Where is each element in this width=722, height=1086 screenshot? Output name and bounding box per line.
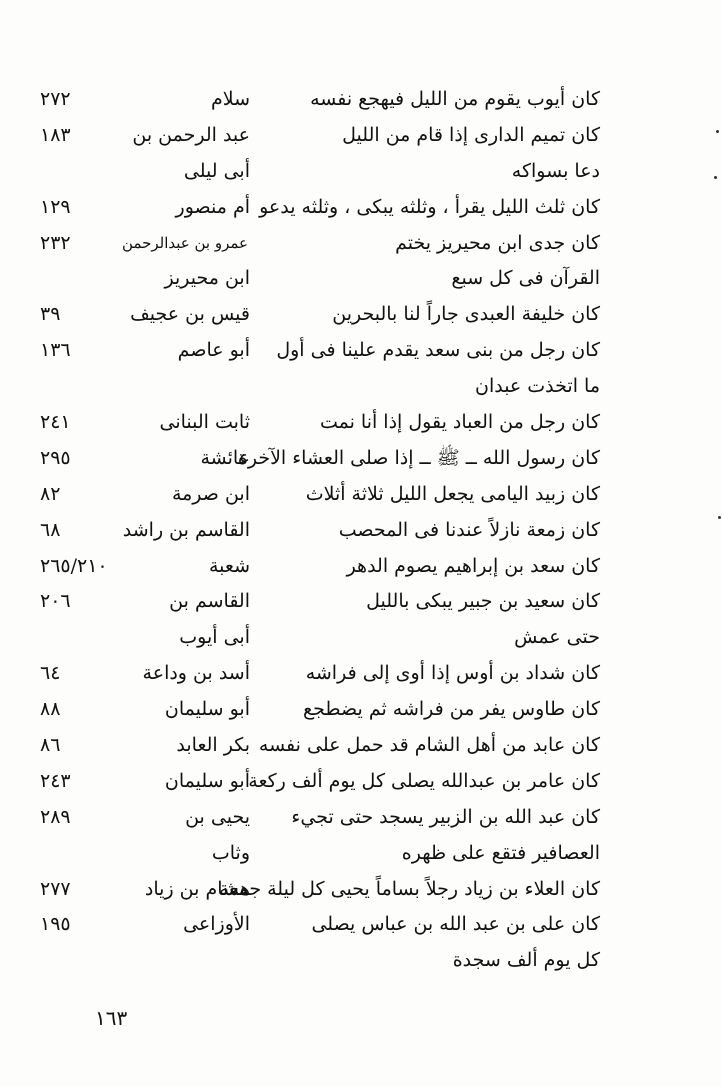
narrator-name: الأوزاعى bbox=[183, 913, 250, 936]
entry-text: كان سعيد بن جبير يبكى بالليل bbox=[366, 590, 600, 613]
page-reference: ٢٠٦ bbox=[40, 590, 71, 613]
page-reference: ٨٦ bbox=[40, 734, 61, 757]
page-reference: ٦٨ bbox=[40, 518, 61, 541]
entry-text: كان شداد بن أوس إذا أوى إلى فراشه bbox=[305, 662, 600, 685]
page-reference: ١٨٣ bbox=[40, 123, 71, 146]
scan-speck bbox=[716, 130, 719, 133]
entry-text: كل يوم ألف سجدة bbox=[452, 949, 600, 972]
narrator-name: قيس بن عجيف bbox=[130, 303, 250, 326]
entry-text: كان أيوب يقوم من الليل فيهجع نفسه bbox=[310, 88, 600, 110]
entry-text: كان تميم الدارى إذا قام من الليل bbox=[342, 123, 600, 146]
entry-text: كان عامر بن عبدالله يصلى كل يوم ألف ركعة bbox=[248, 769, 600, 792]
entry-text: كان العلاء بن زياد رجلاً بساماً يحيى كل ليلة جمعة bbox=[218, 877, 600, 900]
narrator-name: وثاب bbox=[211, 841, 250, 864]
entry-text: كان جدى ابن محيريز يختم bbox=[395, 231, 600, 254]
index-row bbox=[40, 226, 600, 262]
index-row bbox=[40, 584, 600, 620]
index-row bbox=[40, 620, 600, 656]
narrator-name: أبى ليلى bbox=[183, 159, 250, 182]
entry-text: كان عبد الله بن الزبير يسجد حتى تجيء bbox=[291, 805, 600, 828]
narrator-name: سلام bbox=[210, 88, 250, 110]
narrator-name: أم منصور bbox=[175, 195, 250, 218]
page-reference: ٢٧٢ bbox=[40, 88, 71, 110]
page-reference: ٢٣٢ bbox=[40, 231, 71, 254]
index-row bbox=[40, 441, 600, 477]
entry-text: كان عابد من أهل الشام قد حمل على نفسه bbox=[258, 734, 600, 757]
narrator-name: القاسم بن bbox=[169, 590, 250, 613]
entry-text: كان على بن عبد الله بن عباس يصلى bbox=[311, 913, 600, 936]
index-row bbox=[40, 800, 600, 836]
entry-text: دعا بسواكه bbox=[511, 159, 600, 182]
index-row bbox=[40, 656, 600, 692]
entry-text: كان زمعة نازلاً عندنا فى المحصب bbox=[338, 518, 600, 541]
entry-text: كان خليفة العبدى جاراً لنا بالبحرين bbox=[332, 303, 600, 326]
narrator-name: أبى أيوب bbox=[179, 626, 250, 649]
page-number: ١٦٣ bbox=[95, 1006, 128, 1030]
narrator-name: هشام بن زياد bbox=[144, 877, 250, 900]
entry-text: كان رسول الله ــ ﷺ ــ إذا صلى العشاء الآخرة bbox=[237, 446, 600, 469]
index-row bbox=[40, 190, 600, 226]
index-row bbox=[40, 118, 600, 154]
narrator-name: أبو سليمان bbox=[164, 769, 250, 792]
index-row bbox=[40, 261, 600, 297]
scan-speck bbox=[718, 516, 721, 519]
index-table bbox=[40, 82, 600, 979]
narrator-name: يحيى بن bbox=[185, 805, 250, 828]
entry-text: كان ثلث الليل يقرأ ، وثلثه يبكى ، وثلثه يدعو bbox=[259, 195, 600, 218]
narrator-name: ابن صرمة bbox=[171, 482, 250, 505]
narrator-name: القاسم بن راشد bbox=[122, 518, 250, 541]
entry-text: ما اتخذت عبدان bbox=[474, 375, 600, 398]
entry-text: العصافير فتقع على ظهره bbox=[401, 841, 600, 864]
page-reference: ١٩٥ bbox=[40, 913, 71, 936]
page-reference: ٨٨ bbox=[40, 698, 61, 721]
narrator-name: بكر العابد bbox=[176, 734, 250, 757]
index-row bbox=[40, 728, 600, 764]
narrator-name: شعبة bbox=[208, 554, 250, 577]
entry-text: حتى عمش bbox=[514, 626, 600, 649]
entry-text: كان رجل من العباد يقول إذا أنا نمت bbox=[319, 411, 600, 434]
scan-speck bbox=[714, 176, 717, 179]
index-row bbox=[40, 692, 600, 728]
page-reference: ٢٩٥ bbox=[40, 446, 71, 469]
entry-text: كان طاوس يفر من فراشه ثم يضطجع bbox=[303, 698, 600, 721]
entry-text: كان رجل من بنى سعد يقدم علينا فى أول bbox=[276, 339, 600, 362]
index-row bbox=[40, 154, 600, 190]
index-row bbox=[40, 369, 600, 405]
page-reference: ٢٧٧ bbox=[40, 877, 71, 900]
page-reference: ١٣٦ bbox=[40, 339, 71, 362]
entry-text: كان زبيد اليامى يجعل الليل ثلاثة أثلاث bbox=[305, 482, 600, 505]
narrator-name: أسد بن وداعة bbox=[142, 662, 250, 685]
page-reference: ٨٢ bbox=[40, 482, 61, 505]
index-row bbox=[40, 513, 600, 549]
page-reference: ٢٦٥/٢١٠ bbox=[40, 554, 108, 577]
index-row bbox=[40, 405, 600, 441]
index-row bbox=[40, 872, 600, 908]
entry-text: القرآن فى كل سبع bbox=[451, 267, 600, 290]
page-reference: ٣٩ bbox=[40, 303, 61, 326]
index-row bbox=[40, 764, 600, 800]
index-row bbox=[40, 82, 600, 118]
page-reference: ١٢٩ bbox=[40, 195, 71, 218]
narrator-name: أبو عاصم bbox=[177, 339, 250, 362]
narrator-name: أبو سليمان bbox=[164, 698, 250, 721]
narrator-name: عمرو بن عبدالرحمن bbox=[122, 233, 248, 252]
narrator-name: عائشة bbox=[200, 446, 250, 469]
narrator-name: ابن محيريز bbox=[164, 267, 250, 290]
page-reference: ٢٤٣ bbox=[40, 769, 71, 792]
index-row bbox=[40, 297, 600, 333]
index-row bbox=[40, 836, 600, 872]
entry-text: كان سعد بن إبراهيم يصوم الدهر bbox=[346, 554, 600, 577]
page-reference: ٦٤ bbox=[40, 662, 61, 685]
index-row bbox=[40, 907, 600, 943]
index-row bbox=[40, 477, 600, 513]
page-reference: ٢٤١ bbox=[40, 411, 71, 434]
index-row bbox=[40, 549, 600, 585]
index-row bbox=[40, 333, 600, 369]
narrator-name: عبد الرحمن بن bbox=[132, 123, 250, 146]
page-reference: ٢٨٩ bbox=[40, 805, 71, 828]
index-row bbox=[40, 943, 600, 979]
narrator-name: ثابت البنانى bbox=[159, 411, 250, 434]
